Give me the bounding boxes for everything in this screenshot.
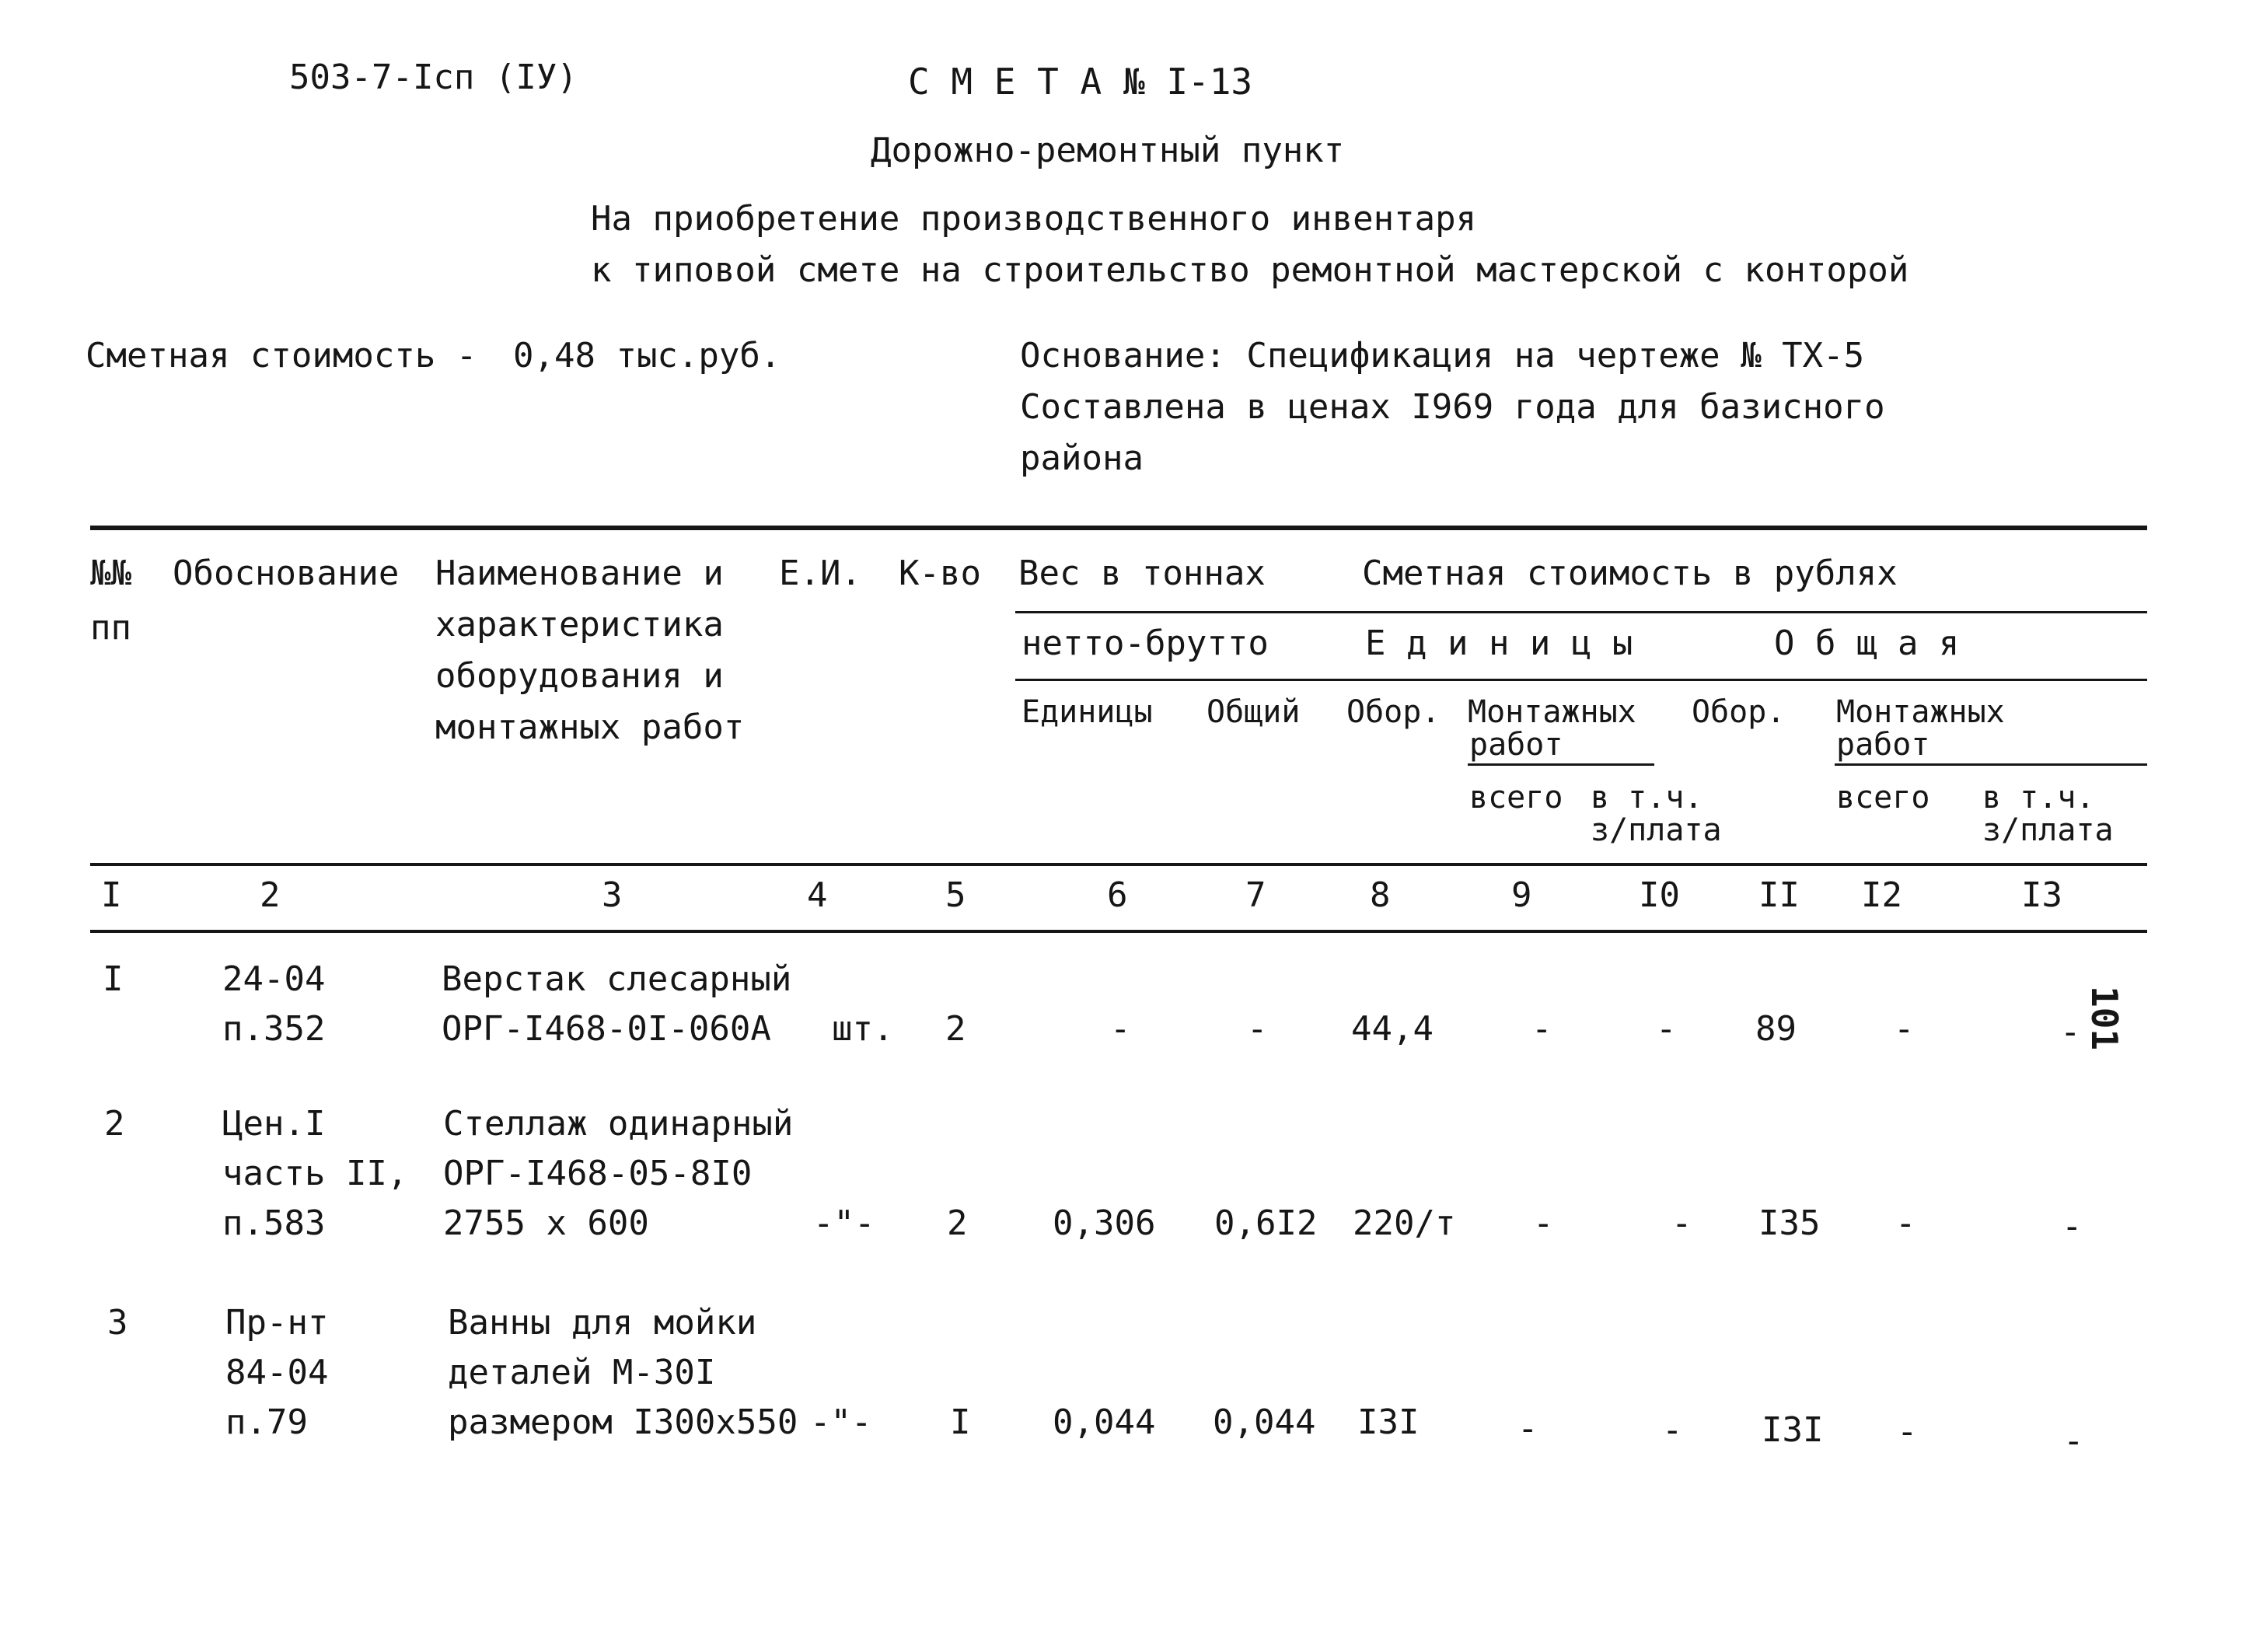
row-name-line: ОРГ-I468-0I-060А [442, 1009, 771, 1049]
row-mount-all: - [1533, 1203, 1554, 1243]
row-basis-line: 24-04 [222, 959, 326, 999]
row-equip-total: I35 [1758, 1203, 1821, 1243]
row-qty: 2 [945, 1009, 966, 1049]
header-basis: Обоснование [173, 554, 400, 593]
header-equip-total: Обор. [1692, 694, 1786, 730]
header-weight-unit: Единицы [1021, 694, 1153, 730]
row-name-line: Ванны для мойки [448, 1303, 757, 1343]
table-top-rule [90, 526, 2147, 530]
row-basis-line: п.583 [222, 1203, 326, 1243]
basis-line-2: Составлена в ценах I969 года для базисного [1020, 387, 1885, 427]
header-incl-1a: в т.ч. [1591, 780, 1703, 816]
row-equip-unit: I3I [1357, 1402, 1420, 1442]
header-all-2: всего [1836, 780, 1930, 816]
col-number-11: II [1758, 875, 1800, 915]
row-basis-line: Цен.I [222, 1104, 326, 1144]
header-mount-unit-2: работ [1469, 727, 1563, 763]
header-num-2: пп [90, 608, 131, 648]
row-weight-unit: - [1110, 1009, 1131, 1049]
header-incl-1b: з/плата [1591, 812, 1722, 848]
purpose-line-1: На приобретение производственного инвентаря [591, 199, 1477, 239]
row-weight-unit: 0,306 [1053, 1203, 1156, 1243]
header-weight: Вес в тоннах [1018, 554, 1266, 593]
cost-value: 0,48 тыс.руб. [513, 336, 781, 375]
col-number-3: 3 [602, 875, 623, 915]
col-number-10: I0 [1639, 875, 1680, 915]
row-equip-total: 89 [1755, 1009, 1797, 1049]
header-mount-total-2: работ [1836, 727, 1930, 763]
row-mount-all: - [1531, 1009, 1552, 1049]
header-incl-2b: з/плата [1982, 812, 2114, 848]
colnum-bottom-rule [90, 930, 2147, 933]
col-number-12: I2 [1861, 875, 1902, 915]
row-name-line: размером I300х550 [448, 1402, 798, 1442]
row-basis-line: 84-04 [225, 1353, 329, 1392]
row-basis-line: п.79 [225, 1402, 308, 1442]
basis-line-3: района [1020, 438, 1144, 478]
document-title: С М Е Т А № I-13 [908, 61, 1253, 103]
row-name-line: Верстак слесарный [442, 959, 792, 999]
col-number-2: 2 [260, 875, 281, 915]
col-number-8: 8 [1370, 875, 1391, 915]
col-number-5: 5 [945, 875, 966, 915]
header-cost: Сметная стоимость в рублях [1362, 554, 1898, 593]
header-cost-unit: Е д и н и ц ы [1365, 623, 1633, 663]
col-number-4: 4 [807, 875, 828, 915]
row-mount-wage: - [1656, 1009, 1677, 1049]
row-unit: -"- [810, 1402, 872, 1442]
col-number-1: I [101, 875, 122, 915]
header-name-3: оборудования и [435, 656, 724, 696]
header-incl-2a: в т.ч. [1982, 780, 2095, 816]
header-mount-total-1: Монтажных [1836, 694, 2005, 730]
row-mount-total-all: - [1897, 1412, 1918, 1451]
weight-sub-rule [1015, 611, 2147, 613]
header-num-1: №№ [90, 554, 131, 593]
row-weight-unit: 0,044 [1053, 1402, 1156, 1442]
col-number-13: I3 [2021, 875, 2062, 915]
cost-label: Сметная стоимость - [86, 336, 477, 375]
row-unit: -"- [813, 1203, 875, 1243]
row-name-line: 2755 х 600 [443, 1203, 649, 1243]
col-number-6: 6 [1107, 875, 1128, 915]
row-unit: шт. [832, 1009, 894, 1049]
row-qty: 2 [947, 1203, 968, 1243]
row-mount-total-wage: - [2062, 1207, 2083, 1246]
row-equip-unit: 44,4 [1351, 1009, 1434, 1049]
header-equip-unit: Обор. [1346, 694, 1441, 730]
header-all-1: всего [1469, 780, 1563, 816]
row-name-line: Стеллаж одинарный [443, 1104, 794, 1144]
header-mount-unit-1: Монтажных [1468, 694, 1636, 730]
header-name-1: Наименование и [435, 554, 724, 593]
row-mount-total-wage: - [2063, 1421, 2084, 1461]
header-name-2: характеристика [435, 605, 724, 644]
row-mount-total-all: - [1894, 1009, 1915, 1049]
row-equip-unit: 220/т [1353, 1203, 1456, 1243]
header-bottom-rule [90, 863, 2147, 866]
row-mount-total-all: - [1895, 1203, 1916, 1243]
row-basis-line: п.352 [222, 1009, 326, 1049]
purpose-line-2: к типовой смете на строительство ремонтной мастерской с конторой [591, 250, 1909, 290]
row-num: 3 [107, 1303, 128, 1343]
mount-total-rule [1835, 763, 2147, 766]
row-equip-total: I3I [1762, 1410, 1824, 1450]
row-mount-total-wage: - [2060, 1012, 2081, 1052]
document-subtitle: Дорожно-ремонтный пункт [871, 131, 1345, 170]
col-number-9: 9 [1511, 875, 1532, 915]
row-weight-total: - [1247, 1009, 1268, 1049]
header-unit: Е.И. [779, 554, 861, 593]
basis-line-1: Основание: Спецификация на чертеже № ТХ-5 [1020, 336, 1865, 375]
row-weight-total: 0,6I2 [1214, 1203, 1318, 1243]
header-cost-total: О б щ а я [1774, 623, 1960, 663]
cost-unit-rule [1015, 679, 2147, 681]
header-name-4: монтажных работ [435, 707, 745, 747]
header-qty: К-во [899, 554, 981, 593]
col-number-7: 7 [1245, 875, 1266, 915]
row-mount-wage: - [1662, 1410, 1683, 1450]
row-mount-all: - [1517, 1409, 1538, 1448]
row-name-line: ОРГ-I468-05-8I0 [443, 1154, 753, 1193]
header-weight-sub: нетто-брутто [1021, 623, 1269, 663]
side-page-number: 101 [2083, 986, 2125, 1051]
mount-work-rule [1468, 763, 1654, 766]
row-num: 2 [104, 1104, 125, 1144]
header-weight-total: Общий [1207, 694, 1301, 730]
doc-code: 503-7-Iсп (IУ) [289, 58, 578, 97]
row-mount-wage: - [1671, 1203, 1692, 1243]
row-weight-total: 0,044 [1213, 1402, 1316, 1442]
row-qty: I [950, 1402, 971, 1442]
row-basis-line: Пр-нт [225, 1303, 329, 1343]
row-basis-line: часть II, [222, 1154, 408, 1193]
row-num: I [103, 959, 124, 999]
row-name-line: деталей М-30I [448, 1353, 716, 1392]
